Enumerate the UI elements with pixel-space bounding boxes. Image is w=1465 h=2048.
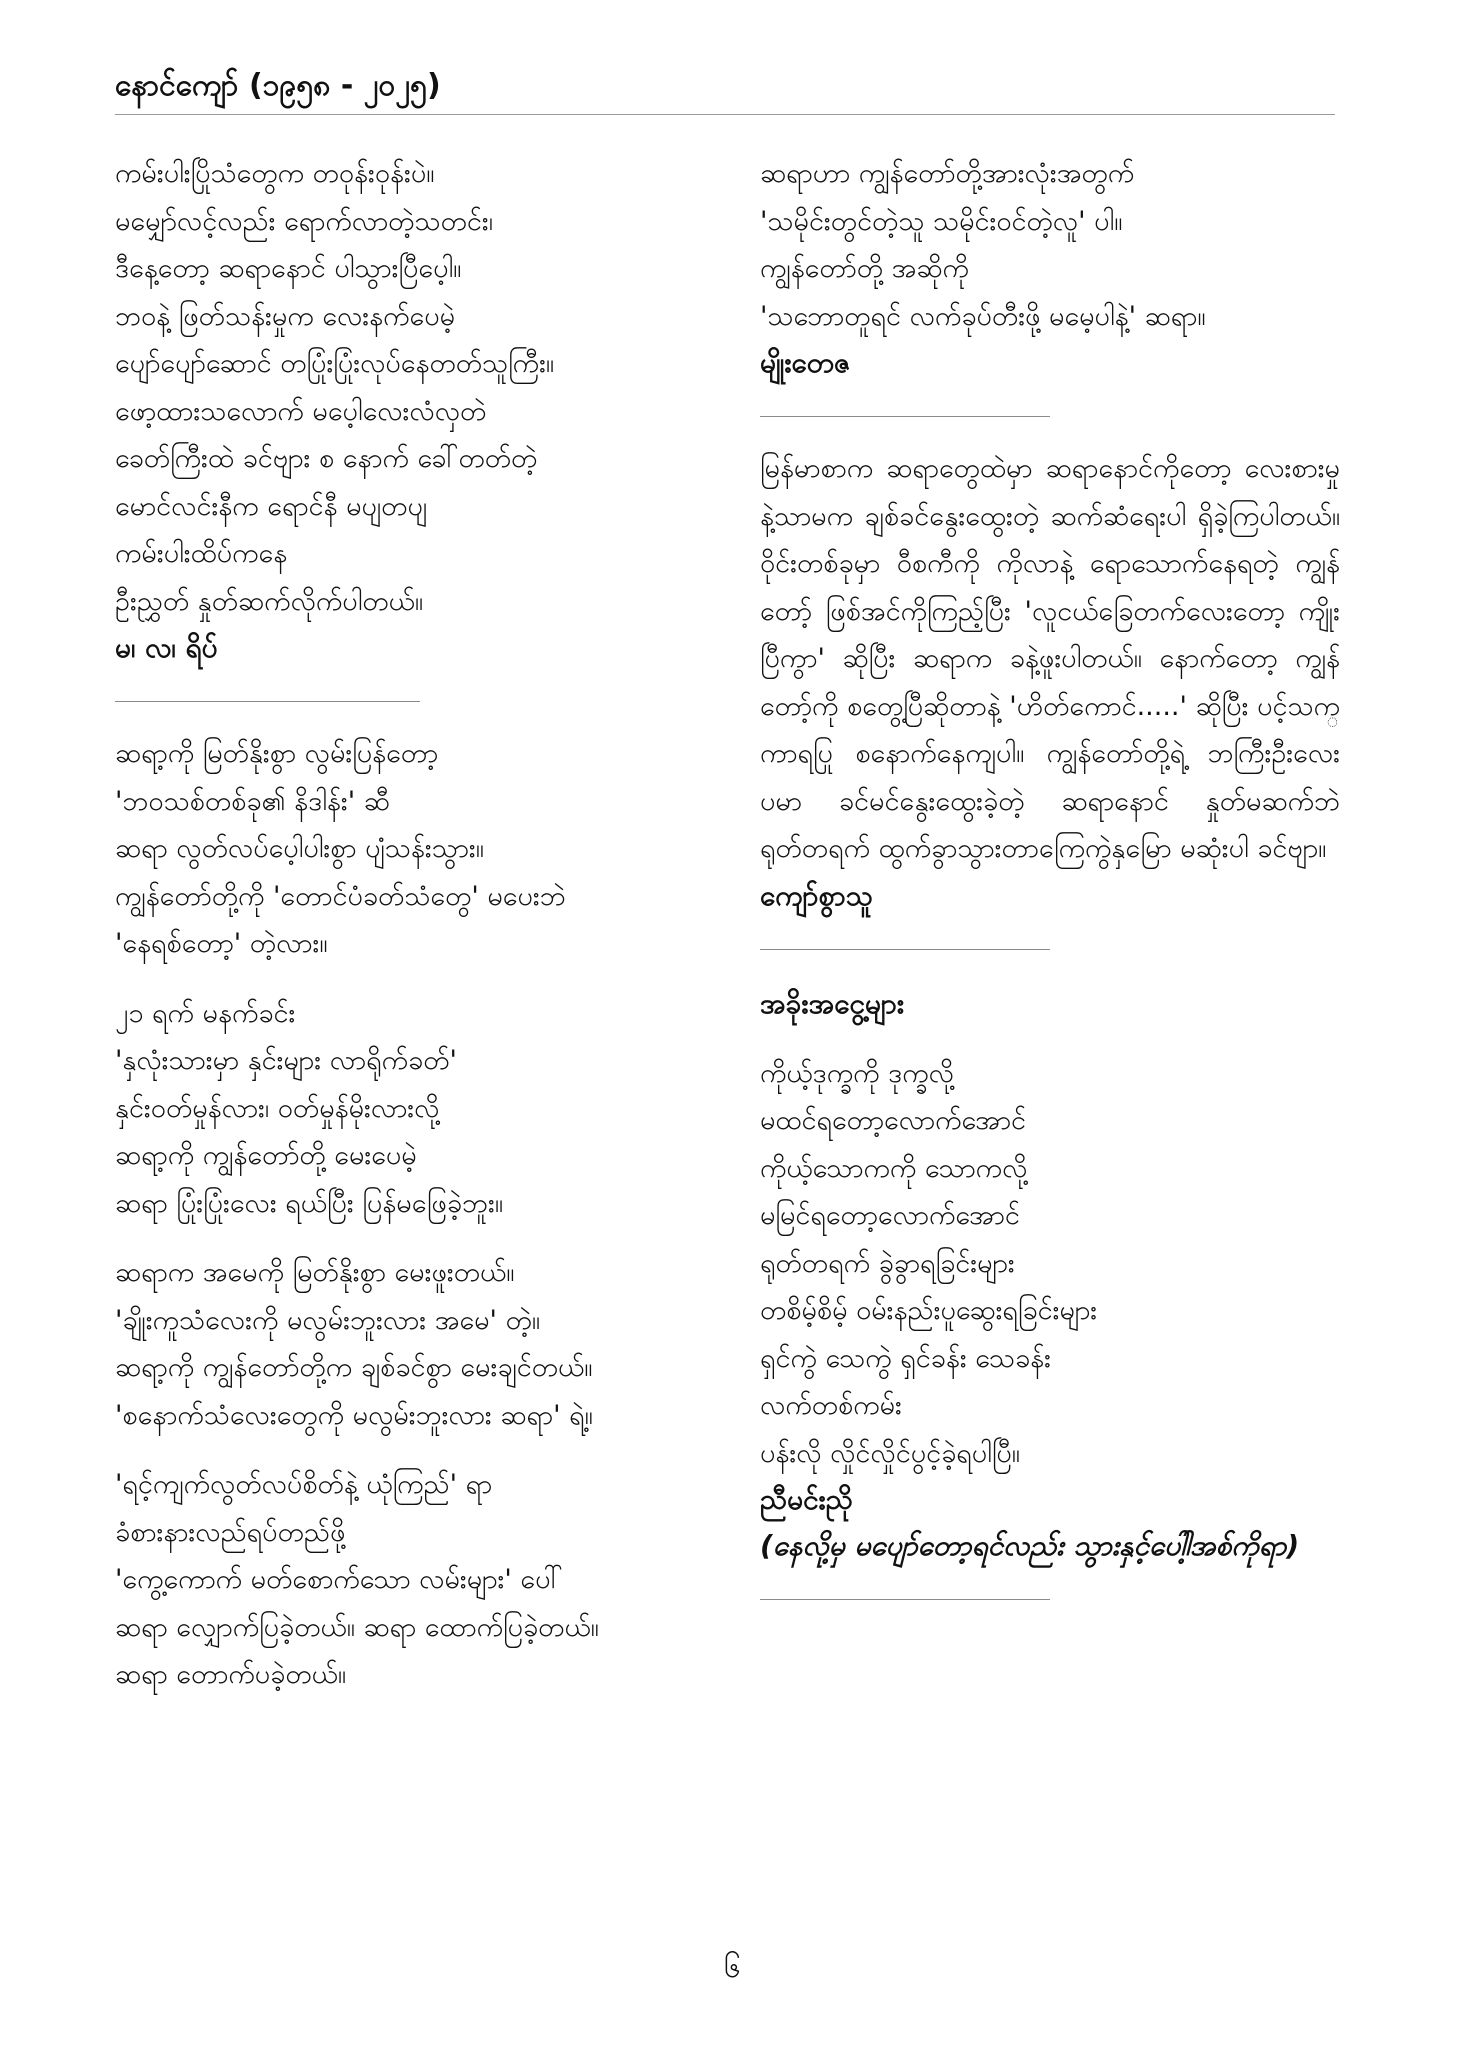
poem-line: 'ဘဝသစ်တစ်ခု၏ နိဒါန်း' ဆီ [115, 785, 390, 817]
poem-line: လက်တစ်ကမ်း [760, 1390, 902, 1421]
poem-line: 'ကွေ့ကောက် မတ်စောက်သော လမ်းများ' ပေါ် [115, 1564, 563, 1595]
section-divider [115, 701, 420, 702]
section-divider [760, 1599, 1050, 1600]
prose-author: ကျော်စွာသူ [760, 878, 873, 912]
page-number: ၆ [724, 1950, 741, 1985]
poem-line: ခံစားနားလည်ရပ်တည်ဖို့ [115, 1516, 346, 1548]
poem-2-stanza [115, 1249, 725, 1439]
section-divider [760, 416, 1050, 417]
poem-line: ကိုယ့်သောကကို သောကလို့ [760, 1152, 1028, 1184]
poem-subtitle: (နေလို့မှ မပျော်တော့ရင်လည်း သွားနှင့်ပေါ့ါအစ်ကိုရာ) [760, 1529, 1300, 1562]
poem-line: 'ရင့်ကျက်လွတ်လပ်စိတ်နဲ့ ယုံကြည်' ရာ [115, 1469, 493, 1500]
poem-line: ဆရာ ပြုံးပြုံးလေး ရယ်ပြီး ပြန်မဖြေခဲ့ဘူး။ [115, 1187, 504, 1219]
prose-paragraph: မြန်မာစာက ဆရာတွေထဲမှာ ဆရာနောင်ကိုတော့ လေးစားမှုနဲ့သာမက ချစ်ခင်နွေးထွေးတဲ့ ဆက်ဆံရေးပါ ရှိခဲ့ကြပါတယ်။ ဝိုင်းတစ်ခုမှာ ဝီစကီကို ကိုလာနဲ့ ရောသောက်နေရတဲ့ ကျွန်တော့် ဖြစ်အင်ကိုကြည့်ပြီး 'လူငယ်ခြေတက်လေးတော့ ကျိုးပြီကွာ' ဆိုပြီး ဆရာက ခနဲ့ဖူးပါတယ်။ နောက်တော့ ကျွန်တော့်ကို စတွေ့ပြီဆိုတာနဲ့ 'ဟိတ်ကောင်.....' ဆိုပြီး ပင့်သက္ကာရပြု စနောက်နေကျပါ။ ကျွန်တော်တို့ရဲ့ ဘကြီးဦးလေးပမာ ခင်မင်နွေးထွေးခဲ့တဲ့ ဆရာနောင် နှုတ်မဆက်ဘဲ ရုတ်တရက် ထွက်ခွာသွားတာကြေကွဲနှမြော မဆုံးပါ ခင်ဗျာ။ [760, 453, 1340, 864]
poem-line: ဆရာဟာ ကျွန်တော်တို့အားလုံးအတွက် [760, 158, 1135, 189]
poem-line: ဆရာ လွတ်လပ်ပေ့ါပါးစွာ ပျံသန်းသွား။ [115, 833, 484, 864]
poem-2-stanza [115, 1461, 725, 1699]
prose-tribute [760, 445, 1340, 919]
poem-line: မမြင်ရတော့လောက်အောင် [760, 1200, 1020, 1231]
poem-line: မထင်ရတော့လောက်အောင် [760, 1105, 1027, 1136]
running-header: နောင်ကျော် (၁၉၅၈ - ၂၀၂၅) [115, 62, 1335, 115]
poem-line: 'စနောက်သံလေးတွေကို မလွမ်းဘူးလား ဆရာ' ရဲ့။ [115, 1399, 593, 1431]
poem-line: ဖော့ထားသလောက် မပေ့ါလေးလံလှတဲ [115, 395, 487, 427]
poem-line: ကိုယ့်ဒုက္ခကို ဒုက္ခလို့ [760, 1057, 954, 1089]
poem-line: 'နှလုံးသားမှာ နှင်းများ လာရိုက်ခတ်' [115, 1045, 457, 1076]
section-divider [760, 949, 1050, 950]
poem-2-stanza [115, 730, 725, 968]
poem-line: ကျွန်တော်တို့ကို 'တောင်ပံခတ်သံတွေ' မပေးဘဲ [115, 880, 566, 912]
poem-line: 'နေရစ်တော့' တဲ့လား။ [115, 928, 328, 959]
poem-line: ပန်းလို လှိုင်လှိုင်ပွင့်ခဲ့ရပါပြီ။ [760, 1437, 1020, 1469]
poem-line: ဆရာ့ကို မြတ်နိုးစွာ လွမ်းပြန်တော့ [115, 738, 439, 769]
poem-line: မောင်လင်းနီက ရောင်နီ မပျတပျ [115, 490, 428, 522]
poem-line: 'ချိုးကူသံလေးကို မလွမ်းဘူးလား အမေ' တဲ့။ [115, 1304, 541, 1336]
poem-line: ဆရာ လျှောက်ပြခဲ့တယ်။ ဆရာ ထောက်ပြခဲ့တယ်။ [115, 1611, 599, 1643]
poem-line: ဆရာ့ကို ကျွန်တော်တို့ မေးပေမဲ့ [115, 1140, 417, 1171]
poem-line: တစိမ့်စိမ့် ဝမ်းနည်းပူဆွေးရခြင်းများ [760, 1295, 1098, 1326]
poem-bottom [760, 978, 1340, 1570]
poem-title: အခိုးအငွေ့များ [760, 986, 905, 1020]
poem-line: 'သမိုင်းတွင်တဲ့သူ သမိုင်းဝင်တဲ့လူ' ပါ။ [760, 205, 1123, 237]
poem-author: ညီမင်းညို [760, 1483, 853, 1516]
poem-line: 'သဘောတူရင် လက်ခုပ်တီးဖို့ မမေ့ပါနဲ့' ဆရာ။ [760, 300, 1206, 332]
poem-line: ကျွန်တော်တို့ အဆိုကို [760, 253, 969, 284]
poem-1 [115, 150, 725, 671]
left-column [115, 150, 725, 1721]
poem-line: ပျော်ပျော်ဆောင် တပြုံးပြုံးလုပ်နေတတ်သူကြီး။ [115, 348, 555, 379]
poem-author: မ၊ လ၊ ရိပ် [115, 631, 218, 664]
poem-line: ဆရာ တောက်ပခဲ့တယ်။ [115, 1659, 347, 1690]
poem-line: ခေတ်ကြီးထဲ ခင်ဗျား စ နောက် ခေါ်တတ်တဲ့ [115, 443, 538, 474]
poem-line: ရှင်ကွဲ သေကွဲ ရှင်ခန်း သေခန်း [760, 1342, 1052, 1374]
poem-line: မမျှော်လင့်လည်း ရောက်လာတဲ့သတင်း၊ [115, 205, 493, 237]
poem-line: ဆရာက အမေကို မြတ်နိုးစွာ မေးဖူးတယ်။ [115, 1257, 515, 1288]
poem-line: ရုတ်တရက် ခွဲခွာရခြင်းများ [760, 1247, 1015, 1279]
right-column [760, 150, 1340, 1628]
poem-line: ကမ်းပါးပြိုသံတွေက တဝုန်းဝုန်းပဲ။ [115, 158, 435, 189]
poem-line: နှင်းဝတ်မှုန်လား၊ ဝတ်မှုန်မိုးလားလို့ [115, 1092, 440, 1124]
poem-line: ဆရာ့ကို ကျွန်တော်တို့က ချစ်ခင်စွာ မေးချင်တယ်။ [115, 1352, 593, 1383]
poem-top [760, 150, 1340, 386]
poem-line: ကမ်းပါးထိပ်ကနေ [115, 538, 288, 569]
poem-line: ဘဝနဲ့ ဖြတ်သန်းမှုက လေးနက်ပေမဲ့ [115, 300, 456, 332]
poem-2-stanza [115, 990, 725, 1228]
poem-line: ၂၁ ရက် မနက်ခင်း [115, 997, 296, 1029]
poem-line: ဦးညွှတ် နှုတ်ဆက်လိုက်ပါတယ်။ [115, 585, 424, 617]
poem-line: ဒီနေ့တော့ ဆရာနောင် ပါသွားပြီပေ့ါ။ [115, 253, 462, 284]
poem-author: မျိုးတေဇ [760, 346, 851, 379]
